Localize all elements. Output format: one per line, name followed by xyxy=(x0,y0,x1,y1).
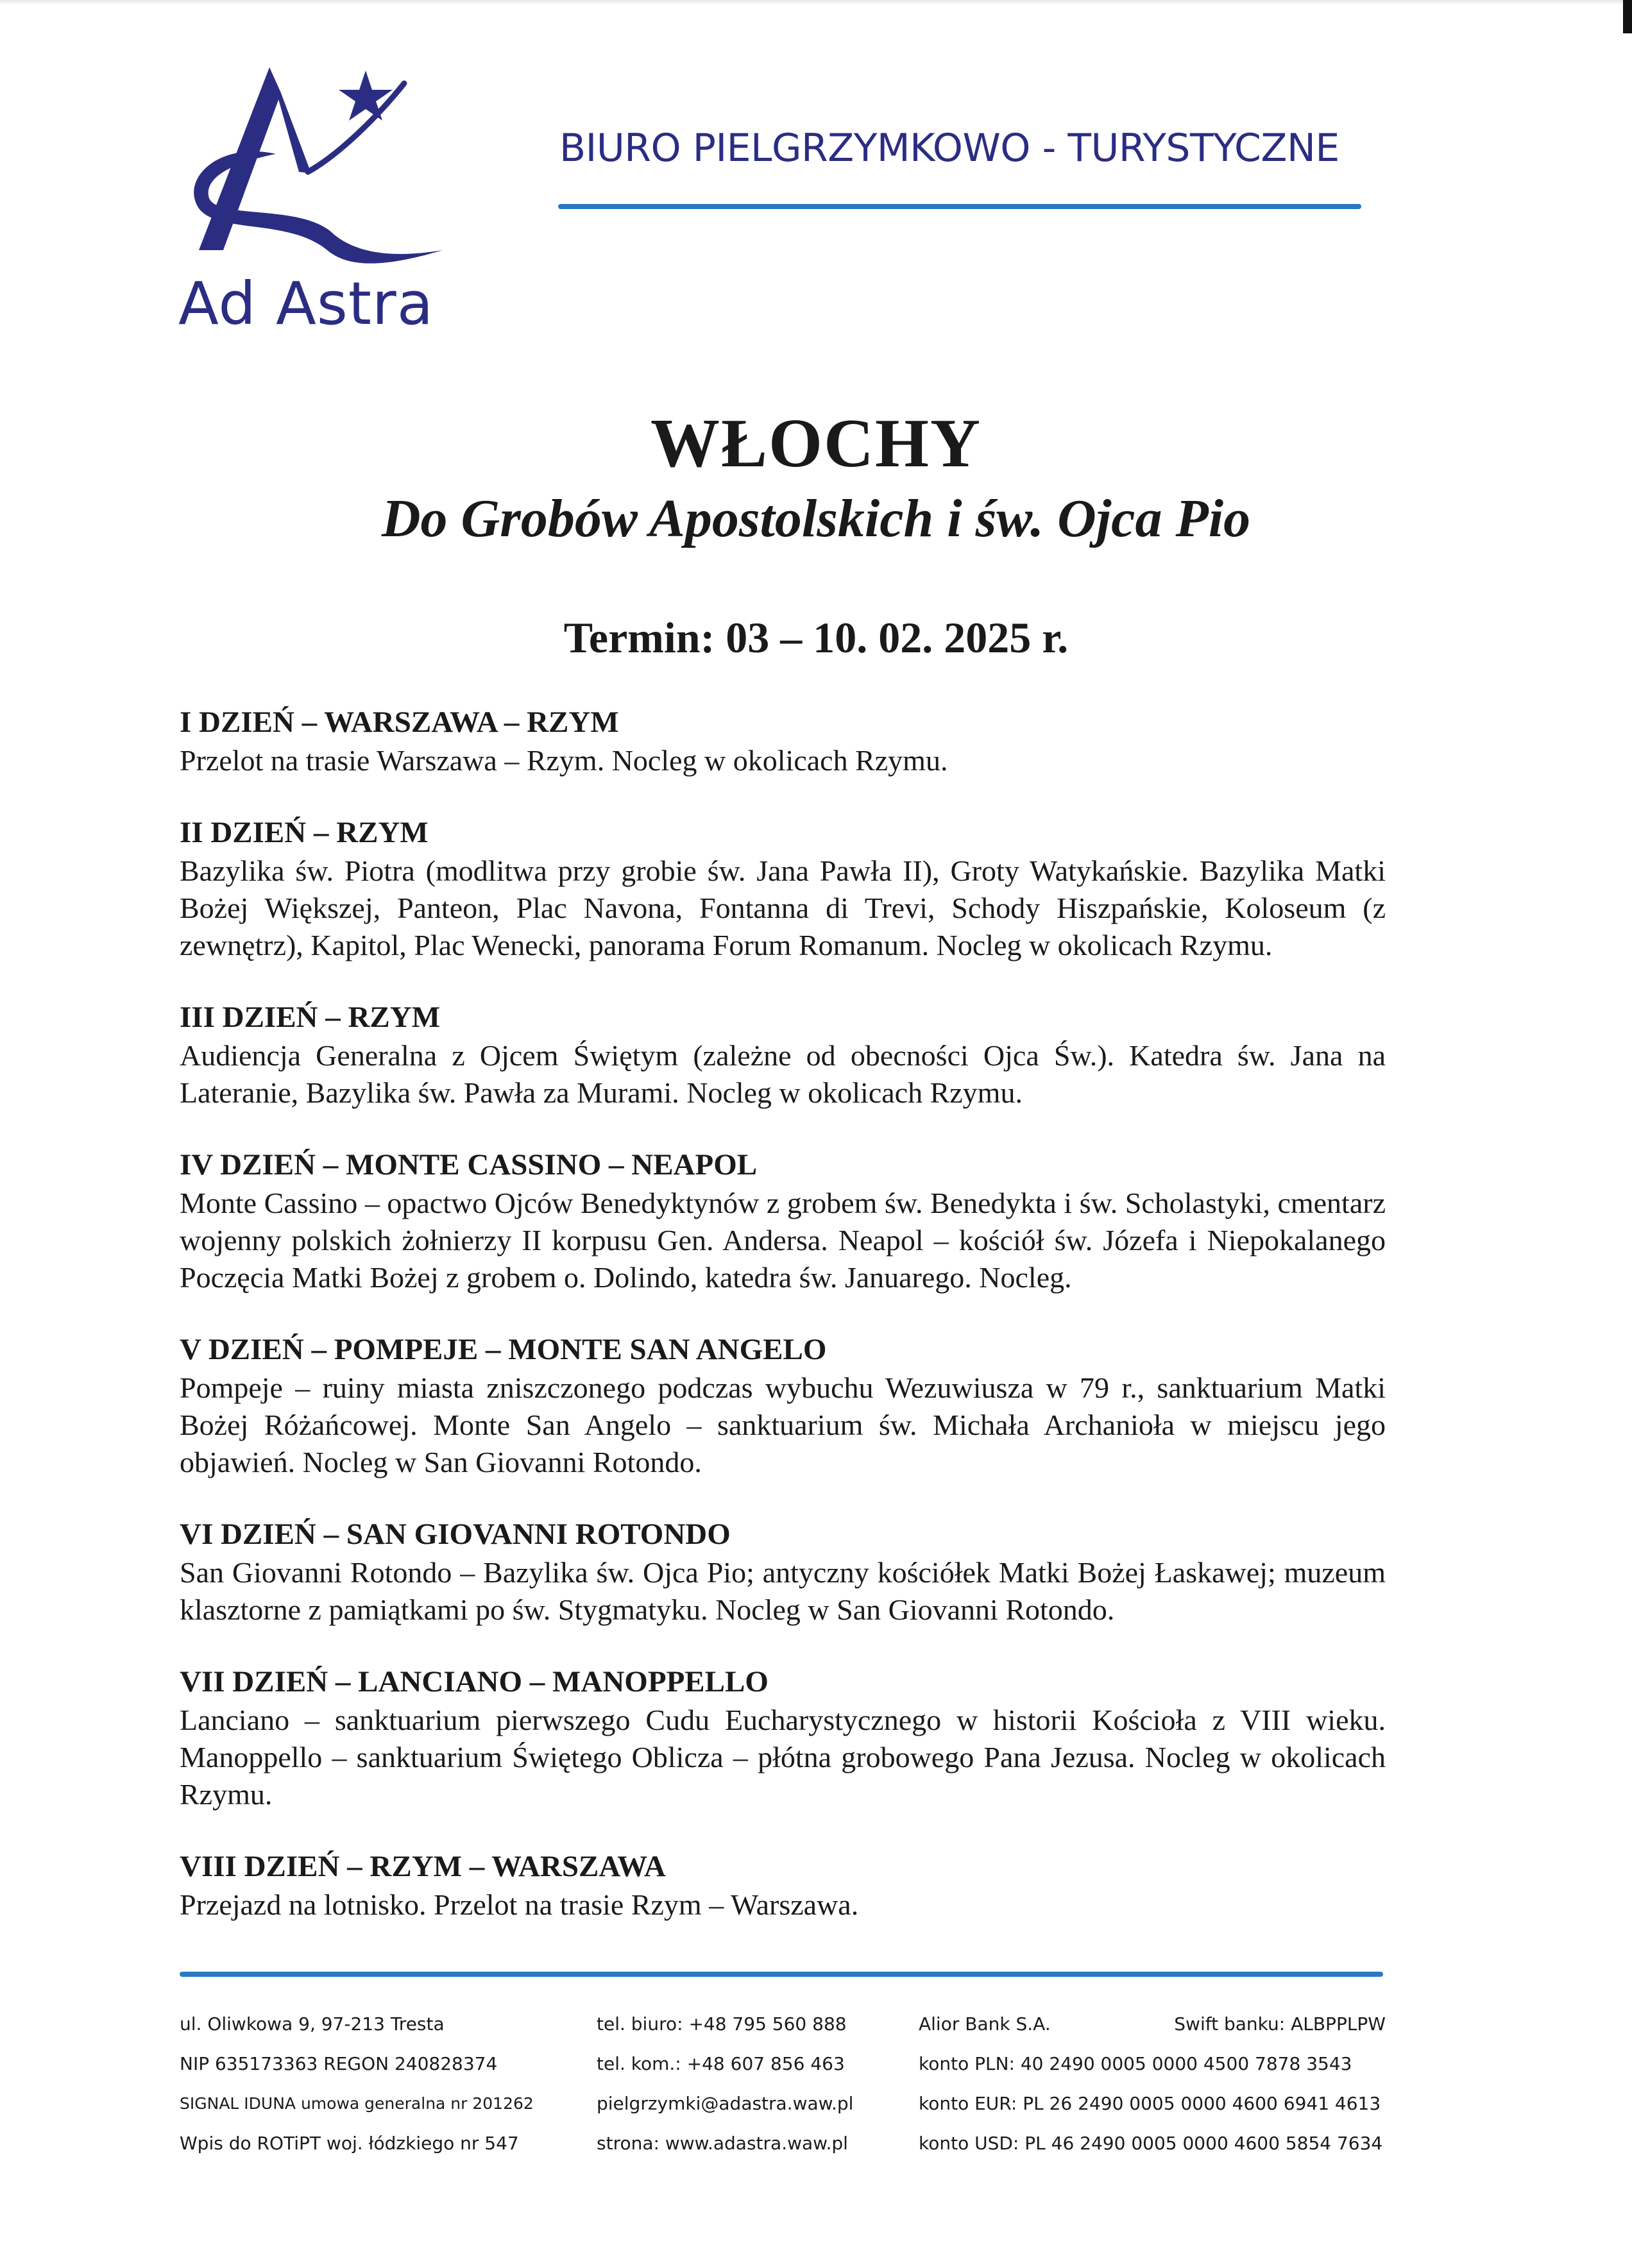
scan-mark xyxy=(1623,0,1632,33)
day-section xyxy=(180,702,1386,779)
company-title: BIURO PIELGRZYMKOWO - TURYSTYCZNE xyxy=(559,126,1339,171)
trip-dates: Termin: 03 – 10. 02. 2025 r. xyxy=(563,613,1069,662)
page-subtitle: Do Grobów Apostolskich i św. Ojca Pio xyxy=(381,489,1251,548)
day-description: Przejazd na lotnisko. Przelot na trasie Rzym – Warszawa. xyxy=(180,1888,859,1921)
day-section xyxy=(180,813,1386,964)
day-description: Pompeje – ruiny miasta zniszczonego podczas wybuchu Wezuwiusza w 79 r., sanktuarium Matki Bożej Różańcowej. Monte San Angelo – sanktuarium św. Michała Archanioła w miejscu jego objawień. Nocleg w San Giovanni Rotondo. xyxy=(180,1371,1386,1478)
logo-mark-icon xyxy=(173,58,468,276)
tax-ids: NIP 635173363 REGON 240828374 xyxy=(180,2053,498,2074)
ad-astra-logo xyxy=(173,58,468,359)
day-section xyxy=(180,1662,1386,1813)
footer-bank xyxy=(919,2004,1386,2163)
day-title: III DZIEŃ – RZYM xyxy=(180,1001,441,1034)
account-usd: konto USD: PL 46 2490 0005 0000 4600 5854 7634 xyxy=(919,2133,1383,2154)
email-link[interactable]: pielgrzymki@adastra.waw.pl xyxy=(597,2093,854,2114)
itinerary xyxy=(180,702,1386,1957)
day-description: Przelot na trasie Warszawa – Rzym. Nocleg w okolicach Rzymu. xyxy=(180,744,948,777)
day-title: VIII DZIEŃ – RZYM – WARSZAWA xyxy=(180,1850,666,1883)
scan-edge xyxy=(0,0,1632,5)
day-description: San Giovanni Rotondo – Bazylika św. Ojca Pio; antyczny kościółek Matki Bożej Łaskawej; muzeum klasztorne z pamiątkami po św. Stygmatyku. Nocleg w San Giovanni Rotondo. xyxy=(180,1556,1386,1626)
account-pln: konto PLN: 40 2490 0005 0000 4500 7878 3543 xyxy=(919,2053,1352,2074)
day-title: VII DZIEŃ – LANCIANO – MANOPPELLO xyxy=(180,1665,769,1698)
office-phone[interactable]: tel. biuro: +48 795 560 888 xyxy=(597,2013,847,2035)
account-eur: konto EUR: PL 26 2490 0005 0000 4600 6941 4613 xyxy=(919,2093,1381,2114)
day-title: II DZIEŃ – RZYM xyxy=(180,816,429,849)
day-title: V DZIEŃ – POMPEJE – MONTE SAN ANGELO xyxy=(180,1333,827,1366)
header-divider xyxy=(558,204,1361,209)
day-description: Monte Cassino – opactwo Ojców Benedyktynów z grobem św. Benedykta i św. Scholastyki, cmentarz wojenny polskich żołnierzy II korpusu Gen. Andersa. Neapol – kościół św. Józefa i Niepokalanego Poczęcia Matki Bożej z grobem o. Dolindo, katedra św. Januarego. Nocleg. xyxy=(180,1187,1386,1294)
footer-divider xyxy=(180,1972,1383,1977)
day-description: Audiencja Generalna z Ojcem Świętym (zależne od obecności Ojca Św.). Katedra św. Jana na Lateranie, Bazylika św. Pawła za Murami. Nocleg w okolicach Rzymu. xyxy=(180,1039,1386,1109)
address: ul. Oliwkowa 9, 97-213 Tresta xyxy=(180,2013,445,2035)
bank-name: Alior Bank S.A. xyxy=(919,2013,1051,2035)
mobile-phone[interactable]: tel. kom.: +48 607 856 463 xyxy=(597,2053,845,2074)
day-title: IV DZIEŃ – MONTE CASSINO – NEAPOL xyxy=(180,1148,758,1181)
bank-header xyxy=(919,2004,1386,2044)
day-section xyxy=(180,1145,1386,1296)
day-description: Lanciano – sanktuarium pierwszego Cudu Eucharystycznego w historii Kościoła z VIII wieku. Manoppello – sanktuarium Świętego Oblicza – płótna grobowego Pana Jezusa. Nocleg w okolicach Rzymu. xyxy=(180,1704,1386,1811)
day-title: I DZIEŃ – WARSZAWA – RZYM xyxy=(180,706,619,739)
day-section xyxy=(180,997,1386,1112)
footer-contact xyxy=(597,2004,879,2163)
swift-code: Swift banku: ALBPPLPW xyxy=(1174,2013,1386,2035)
day-title: VI DZIEŃ – SAN GIOVANNI ROTONDO xyxy=(180,1518,731,1551)
day-section xyxy=(180,1330,1386,1481)
logo-text: Ad Astra xyxy=(178,269,434,338)
day-section xyxy=(180,1847,1386,1924)
registry-info: Wpis do ROTiPT woj. łódzkiego nr 547 xyxy=(180,2133,519,2154)
website-link[interactable]: strona: www.adastra.waw.pl xyxy=(597,2133,848,2154)
day-description: Bazylika św. Piotra (modlitwa przy grobie św. Jana Pawła II), Groty Watykańskie. Bazylika Matki Bożej Większej, Panteon, Plac Navona, Fontanna di Trevi, Schody Hiszpańskie, Koloseum (z zewnętrz), Kapitol, Plac Wenecki, panorama Forum Romanum. Nocleg w okolicach Rzymu. xyxy=(180,854,1386,961)
footer-company-info xyxy=(180,2004,558,2163)
day-section xyxy=(180,1514,1386,1629)
insurance-info: SIGNAL IDUNA umowa generalna nr 201262 xyxy=(180,2094,534,2113)
page-title: WŁOCHY xyxy=(650,405,982,482)
